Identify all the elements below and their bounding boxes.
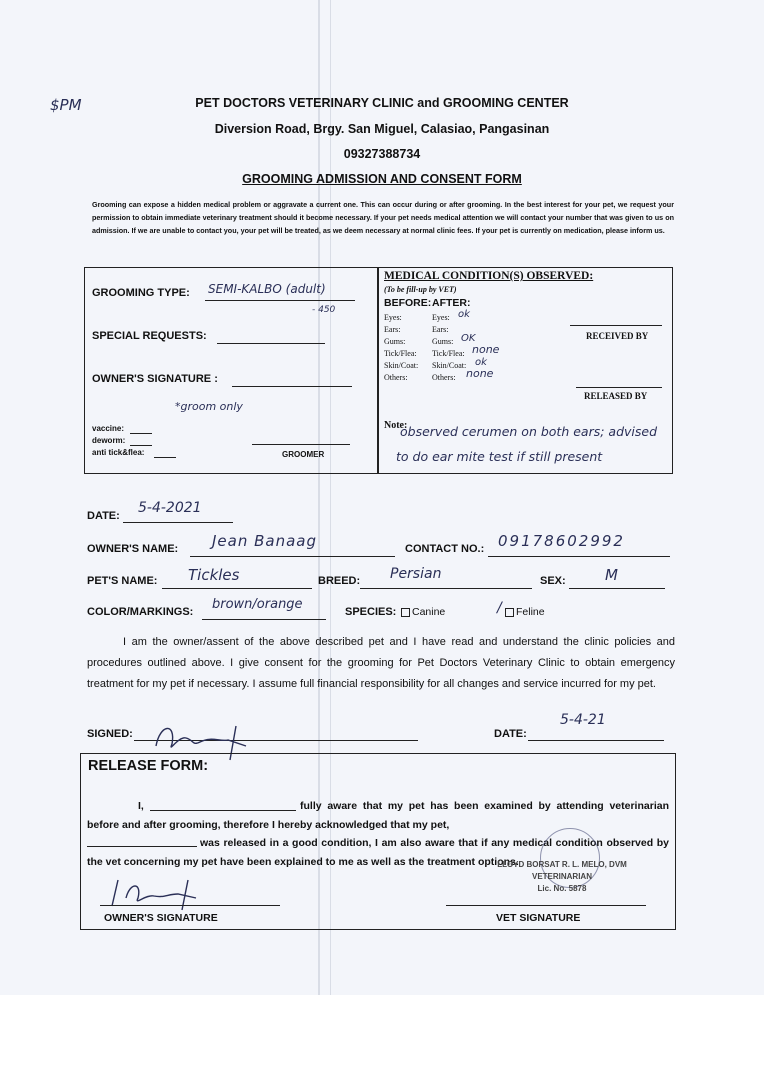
grooming-type-label: GROOMING TYPE: (92, 287, 190, 299)
grooming-price: - 450 (312, 305, 336, 315)
species-label: SPECIES: (345, 606, 397, 618)
contact-value: 09178602992 (498, 532, 625, 550)
color-markings-label: COLOR/MARKINGS: (87, 606, 194, 618)
released-by-line[interactable] (576, 387, 662, 388)
note-label: Note: (384, 420, 408, 431)
release-paragraph-a: fully aware that my pet has been examined by attending veterinarian before and after grooming, therefore I hereby acknowledged that my pet, (87, 800, 669, 831)
pet-name-field[interactable] (162, 588, 312, 589)
before-others-label: Others: (384, 373, 408, 382)
released-by-label: RELEASED BY (584, 391, 648, 401)
before-ears-label: Ears: (384, 325, 401, 334)
anti-tick-label: anti tick&flea: (92, 448, 145, 457)
sex-value: M (605, 566, 618, 584)
color-markings-value: brown/orange (212, 597, 303, 612)
intro-paragraph: Grooming can expose a hidden medical problem or aggravate a current one. This can occur during or after grooming. In the best interest for your pet, we request your permission to obtain immediate veterinary treatment should it become necessary. If your pet needs medical attention we will contact your number that was given to us on admission. If we are unable to contact you, your pet will be treated, as we deem necessary at normal clinic fees. If your pet is currently on medication, please inform us. (92, 200, 674, 235)
clinic-name: PET DOCTORS VETERINARY CLINIC and GROOMING CENTER (195, 96, 569, 110)
after-skin-coat-label: Skin/Coat: (432, 361, 467, 370)
release-owner-signature-line[interactable] (100, 905, 280, 906)
release-title: RELEASE FORM: (88, 758, 209, 774)
special-requests-field[interactable] (217, 343, 325, 344)
vaccine-field[interactable] (130, 433, 152, 434)
release-owner-signature-mark (104, 872, 214, 912)
after-skin-coat-value: ok (475, 357, 487, 368)
signed-date-label: DATE: (494, 728, 527, 740)
after-others-label: Others: (432, 373, 456, 382)
vet-signature-label: VET SIGNATURE (496, 912, 581, 924)
vet-stamp-title: VETERINARIAN (531, 872, 592, 881)
sex-label: SEX: (540, 575, 566, 587)
vet-signature-line[interactable] (446, 905, 646, 906)
breed-label: BREED: (318, 575, 361, 587)
medical-title: MEDICAL CONDITION(S) OBSERVED: (384, 270, 594, 282)
signed-date-value: 5-4-21 (560, 712, 606, 728)
form-title: GROOMING ADMISSION AND CONSENT FORM (242, 172, 522, 186)
signed-date-field[interactable] (528, 740, 664, 741)
sex-field[interactable] (569, 588, 665, 589)
release-i-label: I, (138, 800, 144, 812)
vaccine-label: vaccine: (92, 424, 125, 433)
grooming-type-value: SEMI-KALBO (adult) (208, 282, 326, 296)
feline-label: Feline (516, 606, 545, 618)
breed-field[interactable] (360, 588, 532, 589)
owner-name-label: OWNER'S NAME: (87, 543, 179, 555)
before-label: BEFORE: (384, 297, 432, 309)
after-others-value: none (466, 367, 494, 380)
grooming-type-field[interactable] (205, 300, 355, 301)
before-skin-coat-label: Skin/Coat: (384, 361, 419, 370)
received-by-label: RECEIVED BY (586, 331, 649, 341)
feline-check-mark: / (497, 600, 502, 616)
contact-label: CONTACT NO.: (405, 543, 485, 555)
after-tick-flea-label: Tick/Flea: (432, 349, 465, 358)
after-gums-value: OK (461, 333, 476, 344)
signed-label: SIGNED: (87, 728, 133, 740)
deworm-field[interactable] (130, 445, 152, 446)
medical-subtitle: (To be fill-up by VET) (384, 285, 457, 294)
owner-name-value: Jean Banaag (212, 532, 318, 550)
pet-name-label: PET'S NAME: (87, 575, 158, 587)
canine-label: Canine (412, 606, 446, 618)
date-label: DATE: (87, 510, 120, 522)
after-eyes-label: Eyes: (432, 313, 450, 322)
received-by-line[interactable] (570, 325, 662, 326)
pet-name-value: Tickles (188, 566, 240, 584)
special-requests-label: SPECIAL REQUESTS: (92, 330, 207, 342)
breed-value: Persian (390, 566, 442, 582)
date-field[interactable] (123, 522, 233, 523)
after-gums-label: Gums: (432, 337, 454, 346)
corner-note: $PM (50, 96, 82, 114)
clinic-address: Diversion Road, Brgy. San Miguel, Calasiao, Pangasinan (214, 122, 550, 136)
feline-checkbox[interactable] (505, 608, 514, 617)
groom-only-note: *groom only (175, 400, 243, 413)
clinic-phone: 09327388734 (343, 147, 421, 161)
owners-signature-label: OWNER'S SIGNATURE : (92, 373, 218, 385)
groomer-label: GROOMER (282, 450, 325, 459)
groomer-signature-line[interactable] (252, 444, 350, 445)
deworm-label: deworm: (92, 436, 126, 445)
owners-signature-field[interactable] (232, 386, 352, 387)
note-line-1: observed cerumen on both ears; advised (400, 424, 658, 439)
after-label: AFTER: (432, 297, 471, 309)
release-paragraph-b: was released in a good condition, I am also aware that if any medical condition observed by the vet concerning my pet have been explained to me as well as the treatment options. (87, 837, 669, 868)
owner-name-field[interactable] (190, 556, 395, 557)
before-gums-label: Gums: (384, 337, 406, 346)
canine-checkbox[interactable] (401, 608, 410, 617)
vet-stamp-license: Lic. No. 5878 (537, 884, 587, 893)
date-value: 5-4-2021 (138, 500, 202, 516)
color-markings-field[interactable] (202, 619, 326, 620)
after-tick-flea-value: none (472, 343, 500, 356)
release-owner-signature-label: OWNER'S SIGNATURE (104, 912, 218, 924)
before-eyes-label: Eyes: (384, 313, 402, 322)
consent-paragraph: I am the owner/assent of the above described pet and I have read and understand the clinic policies and procedures outlined above. I give consent for the grooming for Pet Doctors Veterinary Clinic to obtain emergency treatment for my pet if necessary. I assume full financial responsibility for all changes and service incurred for my pet. (87, 636, 675, 690)
vet-stamp-name: LLOYD BORSAT R. L. MELO, DVM (497, 860, 627, 869)
contact-field[interactable] (488, 556, 670, 557)
after-eyes-value: ok (458, 309, 470, 320)
after-ears-label: Ears: (432, 325, 449, 334)
anti-tick-field[interactable] (154, 457, 176, 458)
before-tick-flea-label: Tick/Flea: (384, 349, 417, 358)
note-line-2: to do ear mite test if still present (396, 449, 603, 464)
